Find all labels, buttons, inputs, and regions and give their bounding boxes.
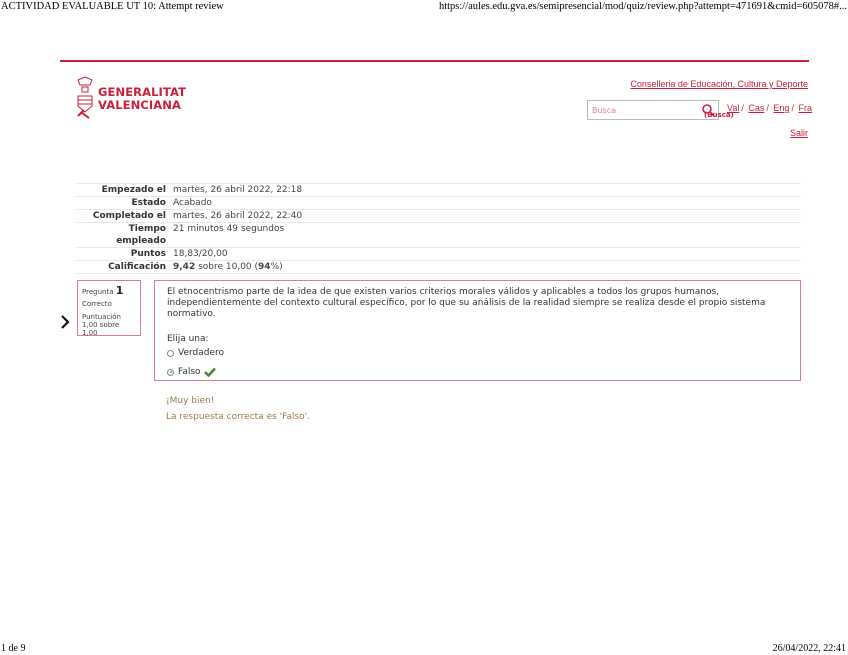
search-input[interactable]: [588, 101, 706, 119]
logo-line2: VALENCIANA: [98, 98, 181, 112]
answer-option-falso[interactable]: [167, 367, 788, 377]
logout-link[interactable]: Salir: [789, 128, 808, 138]
answer-option-label: Verdadero: [178, 348, 225, 358]
search-box: [587, 100, 719, 120]
print-footer: [0, 643, 848, 655]
summary-label: Puntos: [130, 249, 166, 259]
question-number-value: 1: [115, 284, 124, 297]
summary-value: martes, 26 abril 2022, 22:40: [173, 211, 303, 221]
question-number: [82, 284, 136, 297]
summary-label: Empezado el: [101, 185, 166, 195]
consejeria-link[interactable]: Conselleria de Educación, Cultura y Deporte: [630, 79, 808, 89]
summary-row: [76, 222, 801, 247]
lang-cas-link[interactable]: Cas: [748, 103, 765, 113]
summary-row: [76, 183, 801, 196]
summary-row: [76, 247, 801, 260]
chevron-right-icon[interactable]: [58, 310, 72, 334]
grade-scale: sobre 10,00 (: [195, 262, 259, 272]
search-button-label: (Busca): [704, 111, 734, 119]
summary-label: Estado: [131, 198, 166, 208]
language-selector: Val / Cas / Eng / Fra: [727, 103, 812, 113]
radio-button[interactable]: [167, 350, 174, 357]
print-header-title: ACTIVIDAD EVALUABLE UT 10: Attempt review: [1, 1, 224, 12]
answer-prompt: Elija una:: [167, 334, 209, 344]
summary-value: [173, 261, 801, 273]
attempt-summary-table: [76, 183, 801, 274]
question-label: Pregunta: [82, 288, 114, 296]
summary-value: 21 minutos 49 segundos: [173, 224, 285, 234]
question-content-box: [154, 280, 801, 381]
top-rule-divider: [60, 60, 809, 62]
summary-label: Tiempo empleado: [116, 224, 166, 246]
answer-option-verdadero[interactable]: [167, 348, 788, 358]
question-info-box: [77, 280, 141, 336]
radio-button-selected[interactable]: [167, 369, 174, 376]
grade-percent-suffix: %): [270, 262, 283, 272]
generalitat-logo[interactable]: [76, 76, 196, 122]
summary-label: Calificación: [108, 262, 166, 272]
coat-of-arms-icon: [76, 76, 94, 120]
checkmark-icon: [204, 367, 216, 377]
question-grade: [82, 313, 136, 337]
lang-fra-link[interactable]: Fra: [798, 103, 812, 113]
question-text: El etnocentrismo parte de la idea de que existen varios criterios morales válidos y aplicables a todos los grupos humanos, independientemente del contexto cultural específico, por lo que su análisis de la realidad siempre se realiza desde el propio sistema normativo.: [167, 287, 766, 319]
grade-percent: 94: [258, 262, 271, 272]
answer-option-label: Falso: [178, 367, 201, 377]
logo-line1: GENERALITAT: [98, 85, 187, 99]
summary-value: Acabado: [173, 198, 212, 208]
lang-eng-link[interactable]: Eng: [773, 103, 790, 113]
summary-row: [76, 196, 801, 209]
print-header: [0, 0, 848, 14]
general-feedback: ¡Muy bien!: [166, 396, 215, 406]
lang-val-link[interactable]: Val: [727, 103, 740, 113]
question-state: Correcto: [82, 300, 112, 308]
right-answer-feedback: La respuesta correcta es 'Falso'.: [166, 412, 311, 422]
summary-label: Completado el: [92, 211, 166, 221]
print-footer-date: 26/04/2022, 22:41: [772, 643, 846, 654]
grade-label: Puntuación: [82, 313, 121, 321]
summary-value: martes, 26 abril 2022, 22:18: [173, 185, 303, 195]
print-header-url: https://aules.edu.gva.es/semipresencial/mod/quiz/review.php?attempt=471691&cmid=605078#...: [438, 1, 847, 12]
feedback-block: [166, 396, 310, 422]
summary-row: [76, 209, 801, 222]
grade-value-text: 1,00 sobre 1,00: [82, 321, 120, 337]
summary-row: [76, 260, 801, 274]
summary-value: 18,83/20,00: [173, 249, 228, 259]
grade-value: 9,42: [173, 262, 196, 272]
print-footer-page: 1 de 9: [1, 643, 26, 654]
